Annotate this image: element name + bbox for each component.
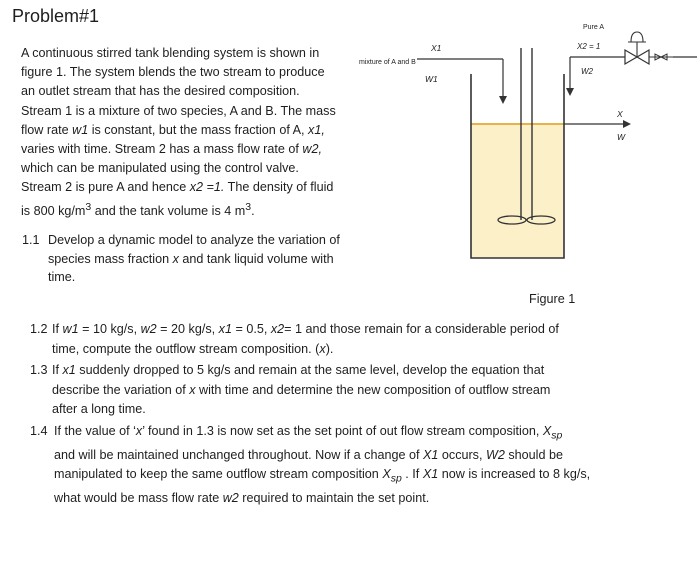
- text: time, compute the outflow stream composition. (: [52, 341, 320, 356]
- intro-line: [21, 121, 351, 140]
- var-x: x: [319, 341, 326, 356]
- text: manipulated to keep the same outflow stream composition: [54, 467, 383, 482]
- var-x1: x1: [62, 363, 76, 377]
- superscript: 3: [85, 200, 92, 213]
- var-xsp: X: [542, 423, 552, 438]
- intro-text: A continuous stirred tank blending system is shown in: [21, 46, 320, 60]
- text: now is increased to 8 kg/s,: [438, 467, 591, 482]
- stream1-label: mixture of A and B: [359, 59, 416, 66]
- question-line: [54, 422, 670, 446]
- var-w2: W2: [485, 447, 505, 462]
- question-line: [52, 400, 670, 420]
- var-w2: w2: [222, 491, 239, 506]
- stream2-arrow: [566, 88, 574, 96]
- question-text: [48, 231, 362, 287]
- text: If the value of ‘: [54, 423, 136, 438]
- label-x: X: [617, 109, 623, 119]
- question-1-4: [30, 422, 670, 509]
- intro-line: [21, 102, 351, 121]
- subscript-sp: sp: [551, 429, 563, 442]
- label-x2: X2 = 1: [577, 42, 601, 51]
- var-x: x: [135, 423, 143, 438]
- question-line: [52, 340, 670, 360]
- intro-text: Stream 1 is a mixture of two species, A and B. The mass: [21, 103, 336, 118]
- intro-text: an outlet stream that has the desired composition.: [21, 84, 300, 99]
- text: and tank liquid volume with: [178, 251, 334, 266]
- text: suddenly dropped to 5 kg/s and remain at the same level, develop the equation that: [75, 363, 545, 377]
- question-number: 1.2: [30, 322, 48, 336]
- text: describe the variation of: [52, 382, 190, 397]
- intro-line: [21, 198, 351, 221]
- text: ).: [325, 341, 334, 356]
- question-line: [52, 381, 670, 401]
- intro-text: The density of fluid: [224, 180, 334, 195]
- text: Develop a dynamic model to analyze the variation of: [48, 233, 340, 247]
- text: time.: [48, 270, 76, 284]
- subscript-sp: sp: [390, 472, 402, 485]
- var-x1: x1,: [308, 122, 325, 137]
- var-w2: w2,: [302, 142, 322, 157]
- problem-title: Problem#1: [12, 6, 100, 26]
- question-1-1: [22, 231, 362, 287]
- var-w2: w2: [140, 322, 157, 336]
- intro-text: Stream 2 is pure A and hence: [21, 180, 190, 195]
- intro-text: which can be manipulated using the control valve.: [21, 161, 299, 176]
- question-line: [54, 446, 670, 466]
- text: = 20 kg/s,: [156, 322, 219, 336]
- var-x1: x1: [218, 322, 232, 336]
- stream1-arrow: [499, 96, 507, 104]
- intro-paragraph: [21, 44, 351, 221]
- tank-figure: [355, 14, 700, 284]
- figure-caption: Figure 1: [529, 292, 576, 306]
- intro-line: [21, 178, 351, 197]
- control-valve: [625, 32, 673, 64]
- text: = 1 and those remain for a considerable period of: [284, 322, 559, 336]
- text: If: [52, 363, 63, 377]
- text: occurs,: [438, 447, 486, 462]
- intro-text: is 800 kg/m: [21, 203, 86, 218]
- intro-text: varies with time. Stream 2 has a mass flow rate of: [21, 142, 303, 157]
- question-line: [52, 320, 670, 340]
- intro-text: .: [251, 203, 255, 218]
- text: species mass fraction: [48, 251, 173, 266]
- text: required to maintain the set point.: [238, 491, 430, 506]
- intro-line: [21, 140, 351, 159]
- question-line: [48, 268, 362, 287]
- intro-line: [21, 63, 351, 82]
- question-line: [52, 361, 670, 381]
- text: and will be maintained unchanged throughout. Now if a change of: [54, 447, 423, 462]
- intro-line: [21, 159, 351, 178]
- question-line: [48, 250, 362, 269]
- question-number: 1.3: [30, 363, 48, 377]
- label-w: W: [617, 132, 626, 142]
- label-pure-a: Pure A: [583, 24, 605, 31]
- var-x: x: [172, 251, 179, 266]
- var-w1: w1: [72, 122, 89, 137]
- question-line: [54, 489, 670, 509]
- question-number: 1.4: [30, 423, 48, 438]
- text: with time and determine the new composition of outflow stream: [195, 382, 551, 397]
- var-x2: x2: [270, 322, 285, 336]
- question-number: 1.1: [22, 233, 40, 247]
- var-x: x: [189, 382, 196, 397]
- label-w2: W2: [581, 67, 593, 76]
- question-1-3: [30, 361, 670, 420]
- tank-liquid: [471, 124, 564, 258]
- label-x1: X1: [431, 43, 442, 53]
- text: = 0.5,: [231, 322, 271, 336]
- intro-text: figure 1. The system blends the two stream to produce: [21, 65, 325, 80]
- intro-line: [21, 82, 351, 101]
- text: what would be mass flow rate: [54, 491, 223, 506]
- var-x2: x2 =1.: [189, 180, 225, 195]
- intro-line: [21, 44, 351, 63]
- question-line: [54, 465, 670, 489]
- var-w1: w1: [62, 322, 79, 336]
- var-x1: X1: [422, 467, 439, 482]
- text: If: [52, 322, 63, 336]
- superscript: 3: [245, 200, 252, 213]
- question-list: [30, 320, 670, 511]
- text: = 10 kg/s,: [78, 322, 141, 336]
- var-xsp: X: [382, 467, 391, 482]
- question-line: [48, 231, 362, 250]
- var-x1: X1: [422, 447, 439, 462]
- intro-text: is constant, but the mass fraction of A,: [88, 122, 309, 137]
- text: should be: [504, 447, 563, 462]
- intro-text: and the tank volume is 4 m: [91, 203, 246, 218]
- text: after a long time.: [52, 402, 146, 416]
- text: ’ found in 1.3 is now set as the set point of out flow stream composition,: [142, 423, 543, 438]
- question-1-2: [30, 320, 670, 359]
- text: . If: [401, 467, 423, 482]
- label-w1: W1: [425, 74, 438, 84]
- intro-text: flow rate: [21, 122, 73, 137]
- outlet-arrow: [623, 120, 631, 128]
